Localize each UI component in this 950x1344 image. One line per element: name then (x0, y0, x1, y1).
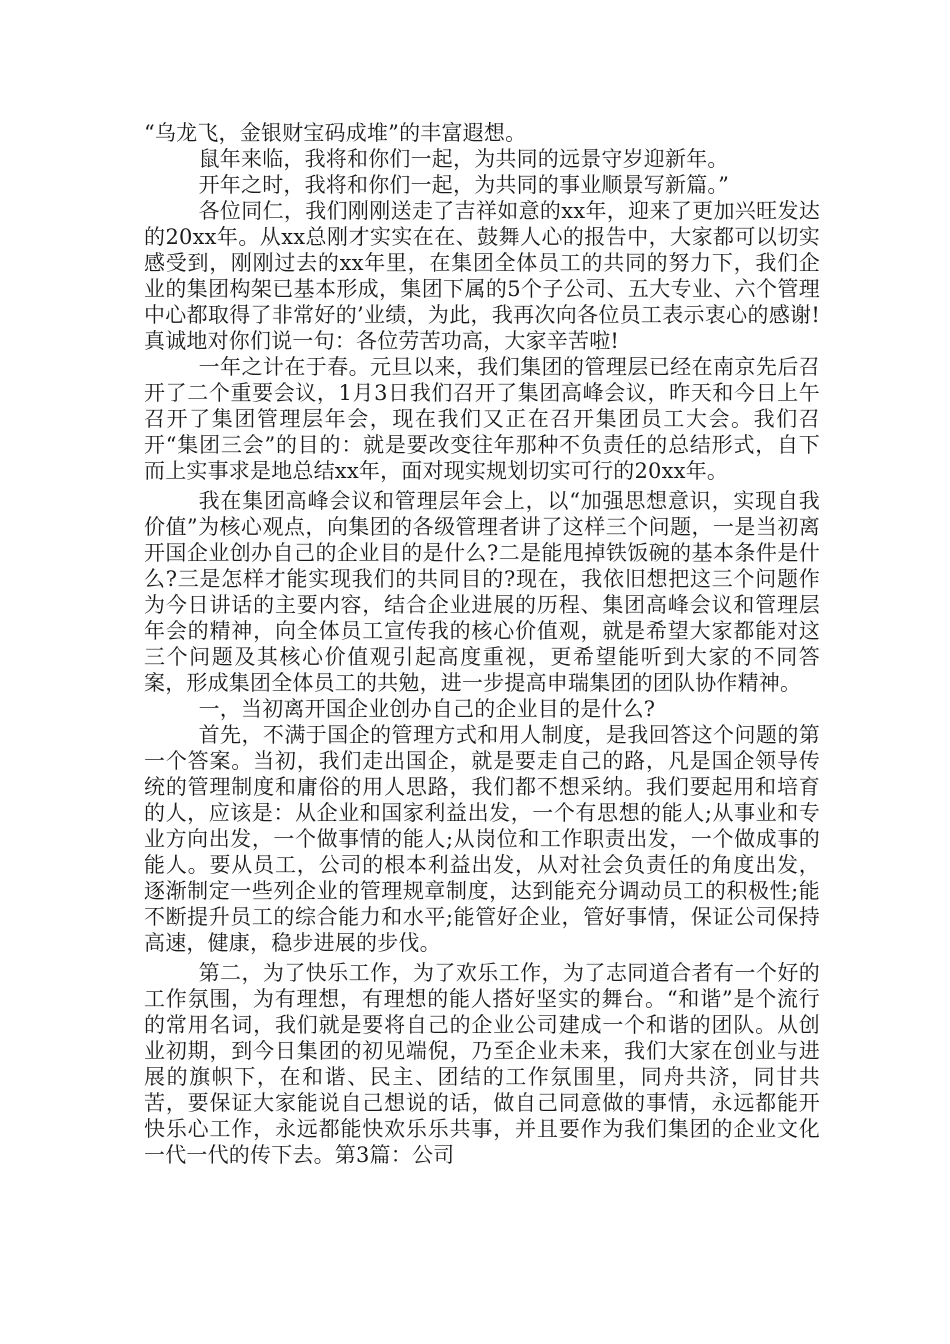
paragraph-5: 一年之计在于春。元旦以来，我们集团的管理层已经在南京先后召开了二个重要会议，1月3日我们召开了集团高峰会议，昨天和今日上午召开了集团管理层年会，现在我们又正在召开集团员工大会。我们召开“集团三会”的目的：就是要改变往年那种不负责任的总结形式，自下而上实事求是地总结xx年，面对现实规划切实可行的20xx年。 (144, 355, 820, 483)
paragraph-1: “乌龙飞，金银财宝码成堆”的丰富遐想。 (144, 121, 527, 145)
paragraph-8: 第二，为了快乐工作，为了欢乐工作，为了志同道合者有一个好的工作氛围，为有理想，有理想的能人搭好坚实的舞台。“和谐”是个流行的常用名词，我们就是要将自己的企业公司建成一个和谐的团队。从创业初期，到今日集团的初见端倪，乃至企业未来，我们大家在创业与进展的旗帜下，在和谐、民主、团结的工作氛围里，同舟共济，同甘共苦，要保证大家能说自己想说的话，做自己同意做的事情，永远都能开快乐心工作，永远都能快欢乐乐共事，并且要作为我们集团的企业文化一代一代的传下去。第3篇：公司 (144, 961, 820, 1167)
paragraph-7: 首先，不满于国企的管理方式和用人制度，是我回答这个问题的第一个答案。当初，我们走出国企，就是要走自己的路，凡是国企领导传统的管理制度和庸俗的用人思路，我们都不想采纳。我们要起用和培育的人，应该是：从企业和国家利益出发，一个有思想的能人;从事业和专业方向出发，一个做事情的能人;从岗位和工作职责出发，一个做成事的能人。要从员工，公司的根本利益出发，从对社会负责任的角度出发，逐渐制定一些列企业的管理规章制度，达到能充分调动员工的积极性;能不断提升员工的综合能力和水平;能管好企业，管好事情，保证公司保持高速，健康，稳步进展的步伐。 (144, 723, 820, 955)
section-heading-1: 一，当初离开国企业创办自己的企业目的是什么? (198, 697, 656, 721)
paragraph-4: 各位同仁，我们刚刚送走了吉祥如意的xx年，迎来了更加兴旺发达的20xx年。从xx总刚才实实在在、鼓舞人心的报告中，大家都可以切实感受到，刚刚过去的xx年里，在集团全体员工的共同的努力下，我们企业的集团构架已基本形成，集团下属的5个子公司、五大专业、六个管理中心都取得了非常好的’业绩，为此，我再次向各位员工表示衷心的感谢!真诚地对你们说一句：各位劳苦功高，大家辛苦啦! (144, 199, 820, 353)
paragraph-6: 我在集团高峰会议和管理层年会上，以“加强思想意识，实现自我价值”为核心观点，向集团的各级管理者讲了这样三个问题，一是当初离开国企业创办自己的企业目的是什么?二是能甩掉铁饭碗的基本条件是什么?三是怎样才能实现我们的共同目的?现在，我依旧想把这三个问题作为今日讲话的主要内容，结合企业进展的历程、集团高峰会议和管理层年会的精神，向全体员工宣传我的核心价值观，就是希望大家都能对这三个问题及其核心价值观引起高度重视，更希望能听到大家的不同答案，形成集团全体员工的共勉，进一步提高申瑞集团的团队协作精神。 (144, 489, 820, 695)
document-page (144, 120, 820, 1168)
paragraph-3: 开年之时，我将和你们一起，为共同的事业顺景写新篇。” (198, 173, 730, 197)
paragraph-2: 鼠年来临，我将和你们一起，为共同的远景守岁迎新年。 (198, 147, 729, 171)
